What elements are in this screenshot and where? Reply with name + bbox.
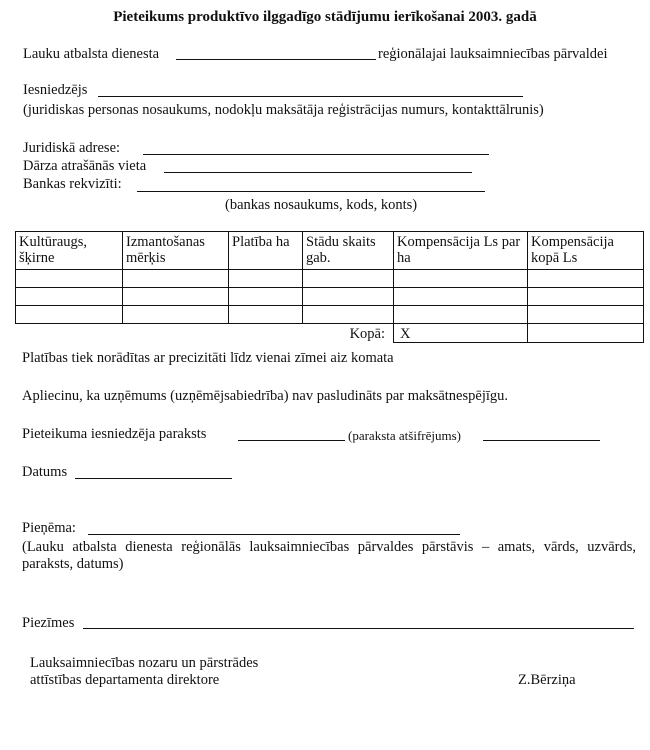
addressee-region-line[interactable] xyxy=(176,59,376,60)
table-spacer xyxy=(229,324,303,343)
orchard-location-line[interactable] xyxy=(164,172,472,173)
table-cell[interactable] xyxy=(123,306,229,324)
date-line[interactable] xyxy=(75,478,232,479)
table-spacer xyxy=(16,324,123,343)
applicant-label: Iesniedzējs xyxy=(23,82,88,98)
table-header-cell: Kompensācija Ls par ha xyxy=(394,232,528,270)
table-header-cell: Izmantošanas mērķis xyxy=(123,232,229,270)
table-header-row xyxy=(16,232,644,270)
addressee-prefix: Lauku atbalsta dienesta xyxy=(23,46,160,62)
legal-address-label: Juridiskā adrese: xyxy=(23,140,121,156)
table-cell[interactable] xyxy=(16,270,123,288)
table-cell[interactable] xyxy=(528,270,644,288)
signature-decode-line[interactable] xyxy=(483,440,600,441)
remarks-line[interactable] xyxy=(83,628,634,629)
area-precision-note: Platības tiek norādītas ar precizitāti līdz vienai zīmei aiz komata xyxy=(22,350,394,366)
table-cell[interactable] xyxy=(394,270,528,288)
table-header-cell: Platība ha xyxy=(229,232,303,270)
signature-decode-label: (paraksta atšifrējums) xyxy=(348,428,461,443)
table-header-cell: Kompensācija kopā Ls xyxy=(528,232,644,270)
addressee-suffix: reģionālajai lauksaimniecības pārvaldei xyxy=(378,46,608,62)
table-cell[interactable] xyxy=(16,306,123,324)
bank-details-label: Bankas rekvizīti: xyxy=(23,176,122,192)
table-cell[interactable] xyxy=(229,270,303,288)
table-cell[interactable] xyxy=(123,288,229,306)
applicant-hint: (juridiskas personas nosaukums, nodokļu maksātāja reģistrācijas numurs, kontakttālrunis) xyxy=(23,102,544,118)
table-cell[interactable] xyxy=(303,306,394,324)
document-title: Pieteikums produktīvo ilggadīgo stādījumu ierīkošanai 2003. gadā xyxy=(113,9,537,25)
table-header-cell: Stādu skaits gab. xyxy=(303,232,394,270)
table-cell[interactable] xyxy=(123,270,229,288)
table-row xyxy=(16,288,644,306)
table-cell[interactable] xyxy=(229,288,303,306)
accepted-label: Pieņēma: xyxy=(22,520,76,536)
table-cell[interactable] xyxy=(16,288,123,306)
table-row xyxy=(16,270,644,288)
signature-label: Pieteikuma iesniedzēja paraksts xyxy=(22,426,207,442)
footer-department-line2: attīstības departamenta direktore xyxy=(30,672,220,688)
table-header-cell: Kultūraugs, šķirne xyxy=(16,232,123,270)
remarks-label: Piezīmes xyxy=(22,615,75,631)
table-spacer xyxy=(123,324,229,343)
table-cell[interactable] xyxy=(528,306,644,324)
total-mark: X xyxy=(394,324,528,343)
table-total-row xyxy=(16,324,644,343)
footer-department-line1: Lauksaimniecības nozaru un pārstrādes xyxy=(30,655,259,671)
total-compensation-cell[interactable] xyxy=(528,324,644,343)
total-label: Kopā: xyxy=(303,324,394,343)
table-cell[interactable] xyxy=(303,270,394,288)
orchard-location-label: Dārza atrašānās vieta xyxy=(23,158,147,174)
accepted-hint: (Lauku atbalsta dienesta reģionālās lauksaimniecības pārvaldes pārstāvis – amats, vārds, uzvārds, paraksts, datums) xyxy=(22,539,636,572)
table-row xyxy=(16,306,644,324)
table-cell[interactable] xyxy=(303,288,394,306)
table-cell[interactable] xyxy=(394,306,528,324)
table-cell[interactable] xyxy=(394,288,528,306)
date-label: Datums xyxy=(22,464,68,480)
accepted-line[interactable] xyxy=(88,534,460,535)
bank-details-hint: (bankas nosaukums, kods, konts) xyxy=(225,197,418,213)
legal-address-line[interactable] xyxy=(143,154,489,155)
signature-line[interactable] xyxy=(238,440,345,441)
certify-statement: Apliecinu, ka uzņēmums (uzņēmējsabiedrība) nav pasludināts par maksātnespējīgu. xyxy=(22,388,509,404)
applicant-line[interactable] xyxy=(98,96,523,97)
bank-details-line[interactable] xyxy=(137,191,485,192)
planting-table xyxy=(15,231,644,343)
table-cell[interactable] xyxy=(229,306,303,324)
table-cell[interactable] xyxy=(528,288,644,306)
footer-director-name: Z.Bērziņa xyxy=(518,672,576,688)
